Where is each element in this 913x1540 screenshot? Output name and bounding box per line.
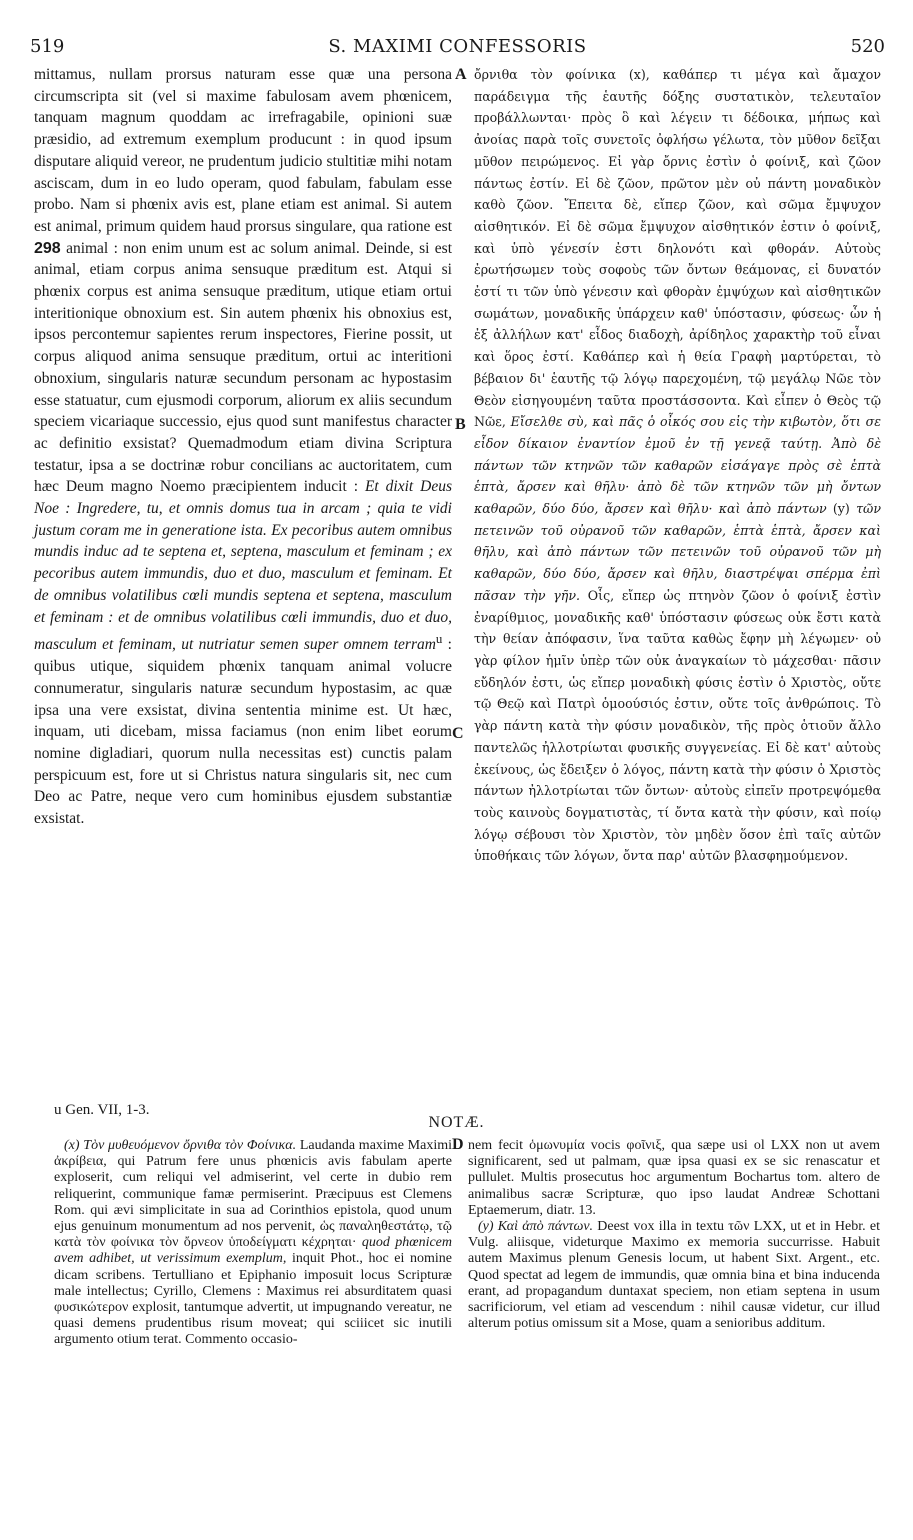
section-marker-c: C: [452, 725, 464, 742]
latin-column: [34, 64, 452, 830]
section-marker-a: A: [455, 66, 467, 83]
column-number: 298: [34, 239, 61, 257]
note-x-text: Laudanda maxime Maximi ἀκρίβεια, qui Patrum fere unus phœnicis avis fabulam aperte exploserit, cum reliqui vel admiserint, vel certe in dubio rem reliquerint, communique famæ permiserint. Præcipuus est Clemens Rom. qui ævi simplicitate in sua ad Corinthios epistola, quod unum ejus genuinum monumentum ad nos pervenit, ὡς παναληθεστάτῳ, τῷ κατὰ τὸν φοίνικα τὸν ὄρνεον ὑποδείγματι κέχρηται·: [54, 1138, 452, 1251]
note-x-continued: nem fecit ὁμωνυμία vocis φοῖνιξ, qua sæpe usi ol LXX non ut avem significarent, sed ut palmam, quæ ipsa quasi ex se sic renascatur et pullulet. Multis prosecutus hoc argumentum Bochartus tom. altero de animalibus sacræ Scripturæ, quo ipso laudat Andreæ Schottani Eptaemerum, diatr. 13.: [468, 1138, 880, 1218]
latin-text-2: : quibus utique, siquidem phœnix tanquam animal volucre connumeratur, singularis naturæ secundum hypostasim, ac quæ ipsa una vere exsistat, divina sententia minime est. Ut hæc, inquam, uti dicebam, missa faciamus (non enim libet eorum nomine digladiari, quorum nulla necessitas est) cunctis palam perspicuum est, fore ut si Christus natura singularis sit, nec cum Deo ac Patre, neque vero cum hominibus ejusdem substantiæ exsistat.: [34, 636, 452, 828]
footnote-marker: u: [435, 631, 443, 647]
note-y: [468, 1219, 880, 1332]
left-page-number: 519: [30, 36, 65, 57]
notes-left-column: [54, 1138, 452, 1349]
notes-heading: NOTÆ.: [428, 1114, 485, 1131]
greek-text-1: ὄρνιθα τὸν φοίνικα (x), καθάπερ τι μέγα καὶ ἄμαχον παράδειγμα τῆς ἑαυτῆς δόξης συστατικὸν, τελευταῖον προβάλλωνται· πρὸς ὃ καὶ λέγειν τι δέδοικα, μήπως καὶ ἀνοίας παρὰ τοῖς συνετοῖς ὀφλήσω γέλωτα, τὸν μῦθον δεῖξαι μῦθον πειρώμενος. Εἰ γὰρ ὄρνις ἐστὶν ὁ φοίνιξ, καὶ ζῶον πάντως ἐστίν. Εἰ δὲ ζῶον, πρῶτον μὲν οὐ πάντη μοναδικὸν καθὸ ζῶον. Ἔπειτα δὲ, εἴπερ ζῶον, καὶ σῶμα ἔμψυχον αἰσθητικόν. Εἰ δὲ σῶμα ἔμψυχον αἰσθητικόν ἐστιν ὁ φοίνιξ, καὶ ὑπὸ γένεσίν ἐστι δηλονότι καὶ φθοράν. Αὐτοὺς ἐρωτήσωμεν τοὺς σοφοὺς τῶν ὄντων θεάμονας, εἰ δυνατόν ἐστί τι τῶν ὑπὸ γένεσιν καὶ φθορὰν ἐμψύχων καὶ αἰσθητικῶν σωμάτων, μοναδικῆς ὑπάρχειν καθ' ὑπόστασιν, φύσεως· ὧν ἡ ἐξ ἀλλήλων κατ' εἶδος διαδοχὴ, ἀρίδηλος χαρακτὴρ τοῦ εἶναι καὶ ὅρος ἐστί. Καθάπερ καὶ ἡ θεία Γραφὴ μαρτύρεται, τὸ βέβαιον δι' ἑαυτῆς τῷ λόγῳ παρεχομένη, τῷ μεγάλῳ Νῶε τὸν Θεὸν εἰσηγουμένη ταῦτα προστάσσοντα. Καὶ εἶπεν ὁ Θεὸς τῷ Νῶε,: [474, 67, 881, 430]
note-x-tail: inquit Phot., hoc ei nomine dicam scribens. Tertulliano et Epiphanio imposuit locus Scripturæ male intellectus; Cyrillo, Clemens : Maximus rei absurditatem quasi φυσικώτερον explosit, tantumque advertit, ut impugnando vereatur, ne quasi demens prudentibus risum moveat; qui sciiicet sic inutili argumento otium terat. Commento occasio-: [54, 1251, 452, 1348]
section-marker-b: B: [455, 416, 466, 433]
latin-scripture-quote: Et dixit Deus Noe : Ingredere, tu, et omnis domus tua in arcam ; quia te vidi justum coram me in generatione ista. Ex pecoribus autem omnibus mundis induc ad te septena et, septena, masculum et feminam ; ex pecoribus autem immundis, duo et duo, masculum et feminam. Et de omnibus volatilibus cœli mundis septena et septena, masculum et feminam : et de omnibus volatilibus cœli immundis, duo et duo, masculum et feminam, ut nutriatur semen super omnem terram: [34, 478, 452, 654]
note-x: [54, 1138, 452, 1349]
note-marker-y: (y): [826, 501, 857, 517]
latin-text-1b: animal : non enim unum est ac solum animal. Deinde, si est animal, etiam corpus anima sensuque præditum est. Atqui si phœnix corpus est anima sensuque præditum, utique etiam ortui interitionique obnoxium est. Sin autem phœnix his obnoxius est, ipsos percontemur sapientes rerum inspectores, Fierine possit, ut corpus aliquod anima sensuque præditum, ortui ac interitioni obnoxium, singularis naturæ secundum personam ac hypostasim esse statuatur, cum ejusmodi corporum, aliorum ex aliis secundum speciem vicariaque successio, ejus quod sunt manifestus character ac definitio exsistat? Quemadmodum etiam divina Scriptura testatur, ipsa a se doctrinæ robur concilians ac auctoritatem, cum hæc Deum magno Noemo præcipientem inducit :: [34, 239, 453, 496]
right-page-number: 520: [850, 36, 885, 57]
greek-text-2: Οἷς, εἴπερ ὡς πτηνὸν ζῶον ὁ φοίνιξ ἐστὶν ἐναρίθμιος, μοναδικῆς καθ' ὑπόστασιν φύσεως οὐκ ἔστι κατὰ τὴν θείαν ἀπόφασιν, ἵνα ταῦτα καθὼς ἔφην μὴ λέγωμεν· οὐ γὰρ φίλον ἡμῖν ὑπὲρ τῶν οὐκ ἀναγκαίων τὸ μάχεσθαι· πᾶσιν εὔδηλόν ἐστι, ὡς εἴπερ μοναδικὴ φύσις ἐστὶν ὁ Χριστὸς, οὔτε τῷ Θεῷ καὶ Πατρὶ ὁμοούσιός ἐστιν, οὔτε τοῖς ἀνθρώποις. Τὸ γὰρ πάντη κατὰ τὴν φύσιν μοναδικὸν, τῆς πρὸς ὁτιοῦν ἄλλο παντελῶς ἠλλοτρίωται φυσικῆς συγγενείας. Εἰ δὲ κατ' αὐτοὺς ἐκείνους, ὡς ἔδειξεν ὁ λόγος, πάντη κατὰ τὴν φύσιν ὁ Χριστὸς πάντων ἠλλοτρίωται τῶν ὄντων· αὐτοὺς εἰπεῖν προτρεψόμεθα τοὺς καινοὺς δογματιστὰς, τί ὄντα κατὰ τὴν φύσιν, καὶ ποίῳ λόγῳ σέβουσι τὸν Χριστὸν, τὸν μηδὲν ὅσον ἐπὶ ταῖς αὐτῶν ὑποθήκαις τῶν λόγων, ὄντα παρ' αὐτῶν βλασφημούμενον.: [474, 587, 881, 864]
greek-column: [474, 64, 881, 867]
latin-paragraph: [34, 64, 452, 830]
latin-text-1: mittamus, nullam prorsus naturam esse quæ una persona circumscripta sit (vel si maxime fabulosam avem phœnicem, tanquam magnum quoddam ac irrefragabile, opinioni suæ præsidio, ad extremum exemplum producunt : in quod ipsum disputare aliquid vereor, ne prudentum judicio stultitiæ mihi notam asciscam, dum in eo ludo operam, quod fabulam, fabulam esse probo. Nam si phœnix avis est, plane etiam est animal. Si autem est animal, primum quidem haud prorsus singulare, qua ratione est: [34, 66, 452, 235]
note-x-heading: (x) Τὸν μυθευόμενον ὄρνιθα τὸν Φοίνικα.: [64, 1138, 297, 1153]
note-y-heading: (y) Καὶ ἀπὸ πάντων.: [478, 1219, 594, 1235]
note-x-quote: quod phœnicem avem adhibet, ut verissimum exemplum,: [54, 1235, 452, 1267]
greek-paragraph: [474, 64, 881, 867]
greek-scripture-quote-1: Εἴσελθε σὺ, καὶ πᾶς ὁ οἶκός σου εἰς τὴν κιβωτὸν, ὅτι σε εἶδον δίκαιον ἐναντίον ἐμοῦ ἐν τῇ γενεᾷ ταύτῃ. Ἀπὸ δὲ πάντων τῶν κτηνῶν τῶν καθαρῶν εἰσάγαγε πρὸς σὲ ἑπτὰ ἑπτὰ, ἄρσεν καὶ θῆλυ· ἀπὸ δὲ τῶν κτηνῶν τῶν μὴ ὄντων καθαρῶν, δύο δύο, ἄρσεν καὶ θῆλυ· καὶ ἀπὸ πάντων: [474, 414, 881, 517]
scripture-footnote: u Gen. VII, 1-3.: [54, 1102, 150, 1118]
running-title: S. MAXIMI CONFESSORIS: [328, 36, 587, 57]
greek-scripture-quote-2: τῶν πετεινῶν τοῦ οὐρανοῦ τῶν καθαρῶν, ἑπτὰ ἑπτὰ, ἄρσεν καὶ θῆλυ, καὶ ἀπὸ πάντων τῶν πετεινῶν τοῦ οὐρανοῦ τῶν μὴ καθαρῶν, δύο δύο, ἄρσεν καὶ θῆλυ, διαστρέψαι σπέρμα ἐπὶ πᾶσαν τὴν γῆν.: [474, 501, 881, 603]
notes-right-column: [468, 1138, 880, 1332]
note-y-text: Deest vox illa in textu τῶν LXX, ut et in Hebr. et Vulg. aliisque, videturque Maximo ex memoria succurrisse. Habuit autem Maximus plenum Genesis locum, ut habent Sixt. Argent., etc. Quod spectat ad legem de immundis, quæ omnia bina et bina inducenda erant, ad propagandum duntaxat speciem, non etiam septena in usum sacrificiorum, vel etiam ad vescendum : nihil causæ videtur, cur illud alterum potius omissum sit a Mose, quam a senioribus additum.: [468, 1219, 880, 1332]
running-header: [30, 36, 885, 58]
section-marker-d: D: [452, 1136, 464, 1153]
